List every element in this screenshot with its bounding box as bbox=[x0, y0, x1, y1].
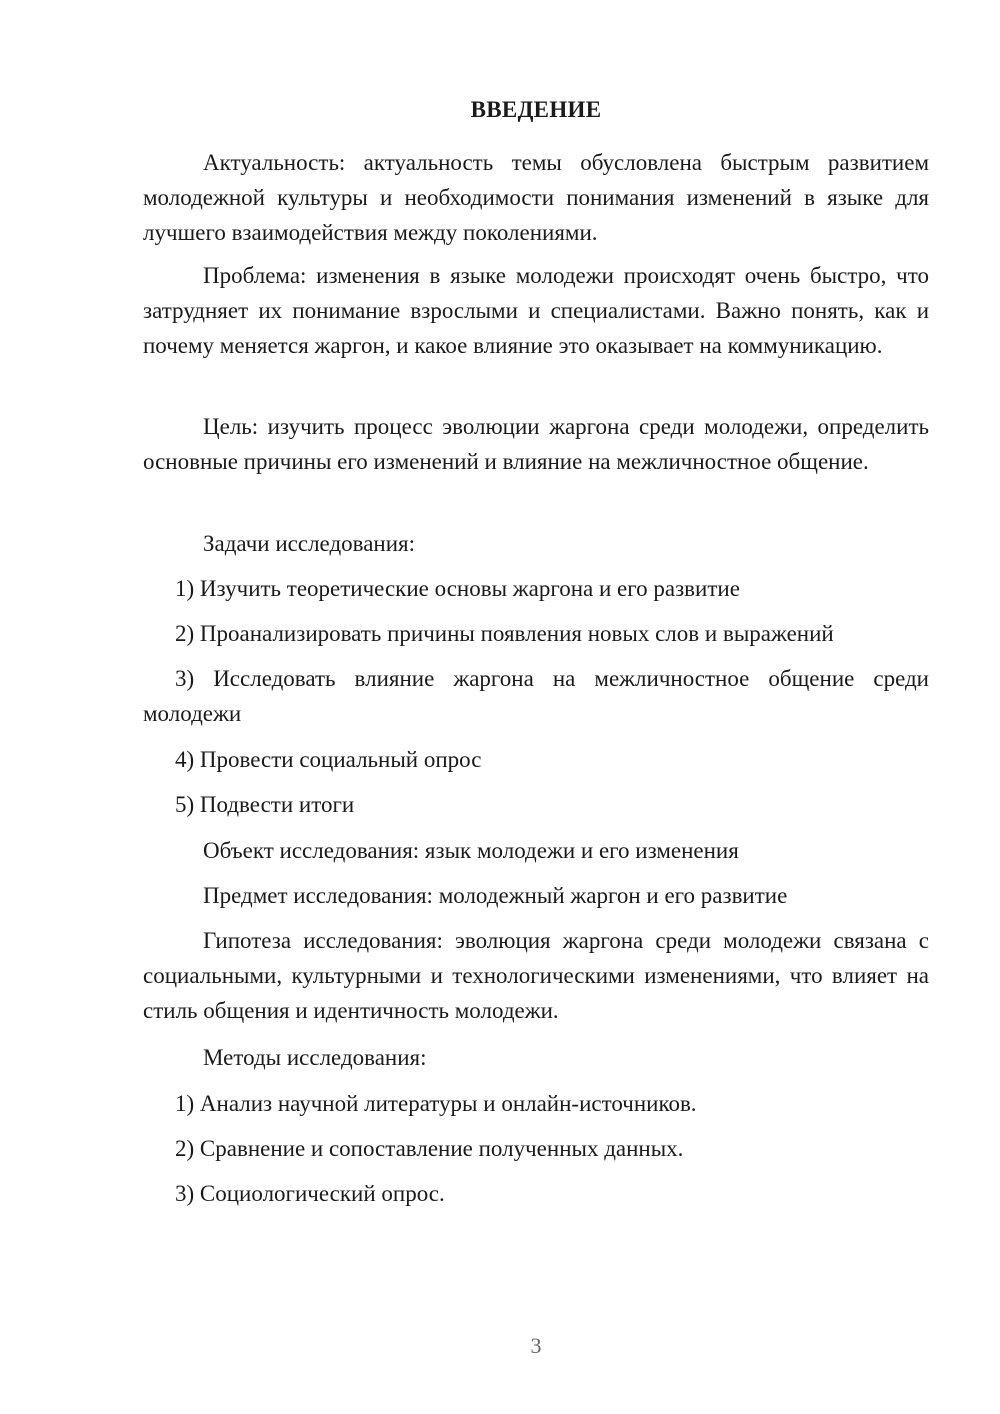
method-item: 3) Социологический опрос. bbox=[175, 1181, 445, 1206]
hypothesis-paragraph: Гипотеза исследования: эволюция жаргона среди молодежи связана с социальными, культурными и технологическими изменениями, что влияет на стиль общения и идентичность молодежи. bbox=[143, 928, 929, 1023]
relevance-paragraph: Актуальность: актуальность темы обусловлена быстрым развитием молодежной культуры и необходимости понимания изменений в языке для лучшего взаимодействия между поколениями. bbox=[143, 150, 929, 245]
page-number: 3 bbox=[530, 1333, 542, 1358]
task-item: 4) Провести социальный опрос bbox=[175, 747, 482, 772]
task-item: 5) Подвести итоги bbox=[175, 792, 355, 817]
subject-paragraph: Предмет исследования: молодежный жаргон и его развитие bbox=[203, 883, 788, 908]
methods-heading: Методы исследования: bbox=[203, 1045, 427, 1070]
page-title: ВВЕДЕНИЕ bbox=[470, 97, 602, 122]
task-item: 1) Изучить теоретические основы жаргона и его развитие bbox=[175, 576, 740, 601]
problem-paragraph: Проблема: изменения в языке молодежи происходят очень быстро, что затрудняет их понимание взрослыми и специалистами. Важно понять, как и почему меняется жаргон, и какое влияние это оказывает на коммуникацию. bbox=[143, 263, 929, 358]
method-item: 1) Анализ научной литературы и онлайн-источников. bbox=[175, 1091, 697, 1116]
object-paragraph: Объект исследования: язык молодежи и его изменения bbox=[203, 838, 739, 863]
goal-paragraph: Цель: изучить процесс эволюции жаргона среди молодежи, определить основные причины его изменений и влияние на межличностное общение. bbox=[143, 414, 929, 474]
task-item: 2) Проанализировать причины появления новых слов и выражений bbox=[175, 621, 834, 646]
task-item: 3) Исследовать влияние жаргона на межличностное общение среди молодежи bbox=[143, 666, 929, 726]
tasks-heading: Задачи исследования: bbox=[203, 531, 416, 556]
method-item: 2) Сравнение и сопоставление полученных данных. bbox=[175, 1136, 684, 1161]
